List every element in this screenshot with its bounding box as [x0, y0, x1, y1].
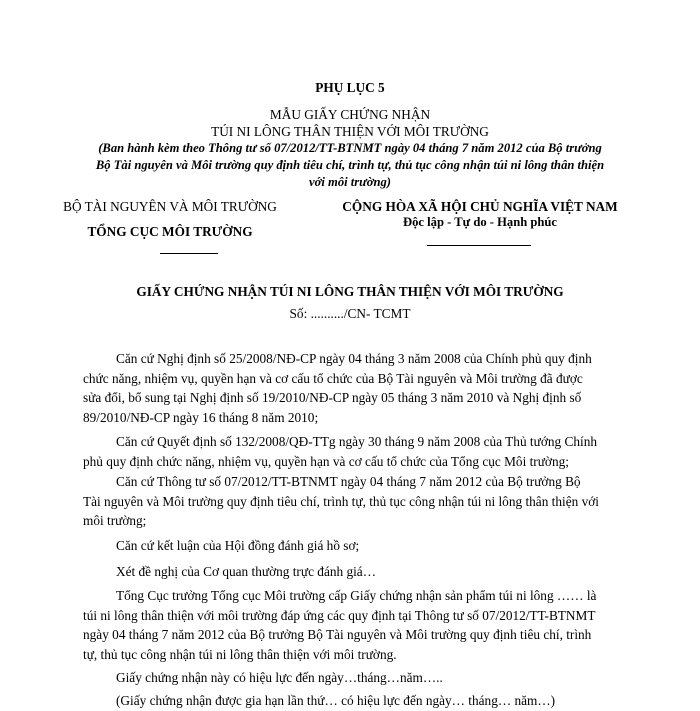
issuance-note-line-1: (Ban hành kèm theo Thông tư số 07/2012/TT-BTNMT ngày 04 tháng 7 năm 2012 của Bộ trưởng — [98, 141, 602, 155]
certificate-number: Số: ........../CN- TCMT — [289, 306, 411, 321]
paragraph-line: Căn cứ Quyết định số 132/2008/QĐ-TTg ngày 30 tháng 9 năm 2008 của Thủ tướng Chính — [116, 434, 597, 449]
paragraph-line: Căn cứ Nghị định số 25/2008/NĐ-CP ngày 04 tháng 3 năm 2008 của Chính phủ quy định — [116, 351, 592, 366]
country-name: CỘNG HÒA XÃ HỘI CHỦ NGHĨA VIỆT NAM — [342, 199, 618, 214]
paragraph-line: chức năng, nhiệm vụ, quyền hạn và cơ cấu tổ chức của Bộ Tài nguyên và Môi trường đã được — [83, 370, 583, 386]
basis-decision-132 — [83, 432, 619, 471]
agency-underline — [160, 253, 218, 254]
paragraph-line: sửa đổi, bổ sung tại Nghị định số 19/2010/NĐ-CP ngày 05 tháng 3 năm 2010 và Nghị định số — [83, 390, 582, 406]
paragraph-line: tự, thủ tục công nhận túi ni lông thân thiện với môi trường. — [83, 646, 397, 662]
extension-note — [83, 691, 619, 711]
national-motto: Độc lập - Tự do - Hạnh phúc — [403, 215, 557, 229]
paragraph-line: Giấy chứng nhận này có hiệu lực đến ngày…tháng…năm….. — [116, 670, 443, 685]
issuance-note-line-2: Bộ Tài nguyên và Môi trường quy định tiêu chí, trình tự, thủ tục công nhận túi ni lông thân thiện — [95, 158, 605, 172]
ministry-name: BỘ TÀI NGUYÊN VÀ MÔI TRƯỜNG — [63, 199, 277, 214]
paragraph-line: ngày 04 tháng 7 năm 2012 của Bộ trưởng Bộ Tài nguyên và Môi trường quy định tiêu chí, trình — [83, 627, 592, 643]
form-title-line-1: MẪU GIẤY CHỨNG NHẬN — [269, 107, 431, 122]
paragraph-line: Tài nguyên và Môi trường quy định tiêu chí, trình tự, thủ tục công nhận túi ni lông thân thiện với — [83, 493, 599, 509]
paragraph-line: túi ni lông thân thiện với môi trường đáp ứng các quy định tại Thông tư số 07/2012/TT-BTNMT — [83, 607, 596, 623]
paragraph-line: (Giấy chứng nhận được gia hạn lần thứ… có hiệu lực đến ngày… tháng… năm…) — [116, 693, 556, 708]
appendix-label: PHỤ LỤC 5 — [315, 80, 385, 95]
paragraph-line: Xét đề nghị của Cơ quan thường trực đánh giá… — [116, 564, 377, 579]
basis-circular-07 — [83, 472, 619, 531]
certification-statement — [83, 586, 619, 664]
considering-proposal — [83, 562, 619, 582]
paragraph-line: Căn cứ Thông tư số 07/2012/TT-BTNMT ngày 04 tháng 7 năm 2012 của Bộ trưởng Bộ — [116, 474, 581, 489]
motto-underline — [427, 245, 531, 246]
validity-statement — [83, 668, 619, 688]
form-title-line-2: TÚI NI LÔNG THÂN THIỆN VỚI MÔI TRƯỜNG — [211, 124, 489, 139]
agency-name: TỔNG CỤC MÔI TRƯỜNG — [87, 224, 253, 239]
paragraph-line: 89/2010/NĐ-CP ngày 16 tháng 8 năm 2010; — [83, 409, 319, 425]
issuance-note-line-3: với môi trường) — [309, 175, 391, 189]
paragraph-line: Căn cứ kết luận của Hội đồng đánh giá hồ sơ; — [116, 538, 360, 553]
basis-decree-25 — [83, 349, 619, 427]
paragraph-line: Tổng Cục trưởng Tổng cục Môi trường cấp Giấy chứng nhận sản phẩm túi ni lông …… là — [116, 588, 597, 603]
certificate-title: GIẤY CHỨNG NHẬN TÚI NI LÔNG THÂN THIỆN VỚI MÔI TRƯỜNG — [136, 284, 564, 299]
paragraph-line: môi trường; — [83, 513, 147, 529]
basis-council-conclusion — [83, 536, 619, 556]
paragraph-line: phủ quy định chức năng, nhiệm vụ, quyền hạn và cơ cấu tổ chức của Tổng cục Môi trường; — [83, 453, 569, 469]
